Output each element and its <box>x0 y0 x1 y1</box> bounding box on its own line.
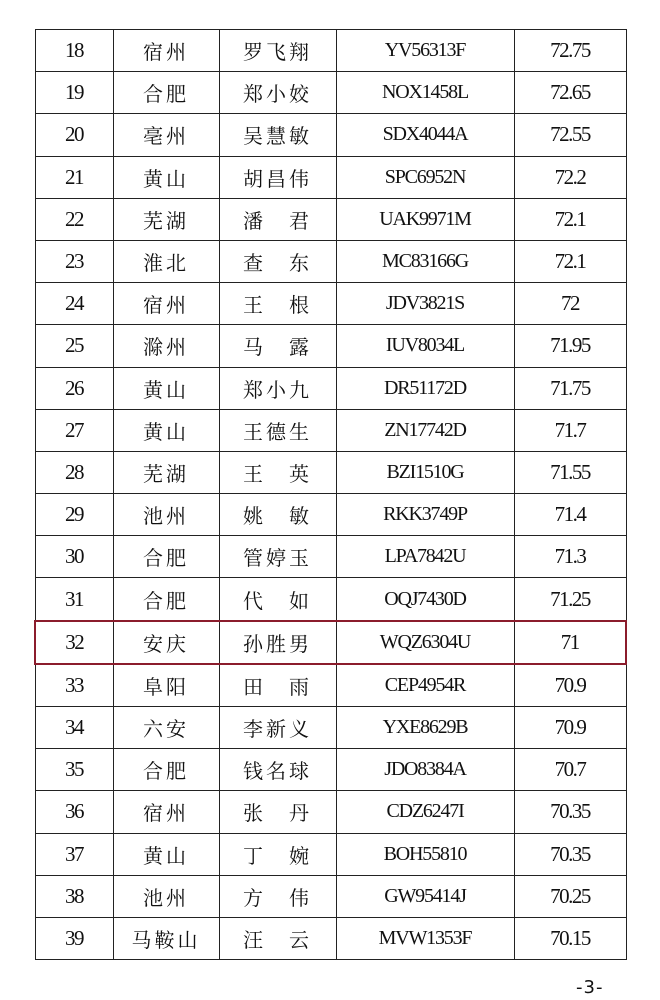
city-cell: 黄山 <box>113 409 219 451</box>
rank-cell: 38 <box>35 875 113 917</box>
table-row <box>35 451 626 493</box>
city-cell: 淮北 <box>113 240 219 282</box>
city-cell: 宿州 <box>113 30 219 72</box>
table-row <box>35 156 626 198</box>
table-row <box>35 30 626 72</box>
city-cell: 宿州 <box>113 283 219 325</box>
rank-cell: 33 <box>35 664 113 707</box>
name-cell: 郑小姣 <box>219 72 336 114</box>
rank-cell: 39 <box>35 917 113 959</box>
results-table <box>34 29 627 960</box>
table-row <box>35 749 626 791</box>
table-row <box>35 72 626 114</box>
rank-cell: 36 <box>35 791 113 833</box>
score-cell: 72.65 <box>514 72 626 114</box>
code-cell: YV56313F <box>336 30 514 72</box>
score-cell: 70.25 <box>514 875 626 917</box>
rank-cell: 28 <box>35 451 113 493</box>
score-cell: 70.15 <box>514 917 626 959</box>
score-cell: 70.9 <box>514 707 626 749</box>
city-cell: 池州 <box>113 494 219 536</box>
score-cell: 71.4 <box>514 494 626 536</box>
rank-cell: 23 <box>35 240 113 282</box>
score-cell: 70.9 <box>514 664 626 707</box>
rank-cell: 29 <box>35 494 113 536</box>
rank-cell: 20 <box>35 114 113 156</box>
name-cell: 王德生 <box>219 409 336 451</box>
score-cell: 70.35 <box>514 791 626 833</box>
rank-cell: 24 <box>35 283 113 325</box>
table-row <box>35 114 626 156</box>
score-cell: 71.3 <box>514 536 626 578</box>
table-row <box>35 707 626 749</box>
score-cell: 71.25 <box>514 578 626 621</box>
code-cell: RKK3749P <box>336 494 514 536</box>
name-cell: 丁 婉 <box>219 833 336 875</box>
city-cell: 合肥 <box>113 536 219 578</box>
score-cell: 70.7 <box>514 749 626 791</box>
table-row <box>35 664 626 707</box>
score-cell: 72.1 <box>514 198 626 240</box>
city-cell: 阜阳 <box>113 664 219 707</box>
name-cell: 郑小九 <box>219 367 336 409</box>
rank-cell: 18 <box>35 30 113 72</box>
table-row <box>35 409 626 451</box>
code-cell: SPC6952N <box>336 156 514 198</box>
code-cell: UAK9971M <box>336 198 514 240</box>
name-cell: 汪 云 <box>219 917 336 959</box>
city-cell: 马鞍山 <box>113 917 219 959</box>
code-cell: NOX1458L <box>336 72 514 114</box>
name-cell: 胡昌伟 <box>219 156 336 198</box>
city-cell: 宿州 <box>113 791 219 833</box>
score-cell: 72.2 <box>514 156 626 198</box>
name-cell: 孙胜男 <box>219 621 336 664</box>
table-row <box>35 833 626 875</box>
code-cell: MVW1353F <box>336 917 514 959</box>
table-row <box>35 240 626 282</box>
code-cell: IUV8034L <box>336 325 514 367</box>
code-cell: GW95414J <box>336 875 514 917</box>
rank-cell: 27 <box>35 409 113 451</box>
code-cell: DR51172D <box>336 367 514 409</box>
table-row <box>35 875 626 917</box>
name-cell: 罗飞翔 <box>219 30 336 72</box>
score-cell: 72.55 <box>514 114 626 156</box>
page-number: -3- <box>576 977 604 998</box>
city-cell: 滁州 <box>113 325 219 367</box>
rank-cell: 21 <box>35 156 113 198</box>
table-row-highlighted <box>35 621 626 664</box>
results-table-body <box>35 30 626 960</box>
rank-cell: 32 <box>35 621 113 664</box>
rank-cell: 31 <box>35 578 113 621</box>
code-cell: LPA7842U <box>336 536 514 578</box>
name-cell: 方 伟 <box>219 875 336 917</box>
code-cell: ZN17742D <box>336 409 514 451</box>
code-cell: OQJ7430D <box>336 578 514 621</box>
rank-cell: 30 <box>35 536 113 578</box>
code-cell: CDZ6247I <box>336 791 514 833</box>
city-cell: 合肥 <box>113 749 219 791</box>
table-row <box>35 283 626 325</box>
city-cell: 安庆 <box>113 621 219 664</box>
name-cell: 潘 君 <box>219 198 336 240</box>
rank-cell: 22 <box>35 198 113 240</box>
city-cell: 芜湖 <box>113 198 219 240</box>
table-row <box>35 494 626 536</box>
table-row <box>35 536 626 578</box>
code-cell: SDX4044A <box>336 114 514 156</box>
city-cell: 黄山 <box>113 156 219 198</box>
name-cell: 姚 敏 <box>219 494 336 536</box>
table-row <box>35 791 626 833</box>
table-row <box>35 578 626 621</box>
score-cell: 71.55 <box>514 451 626 493</box>
score-cell: 70.35 <box>514 833 626 875</box>
city-cell: 芜湖 <box>113 451 219 493</box>
name-cell: 李新义 <box>219 707 336 749</box>
name-cell: 王 根 <box>219 283 336 325</box>
city-cell: 合肥 <box>113 578 219 621</box>
table-row <box>35 198 626 240</box>
table-row <box>35 325 626 367</box>
score-cell: 72 <box>514 283 626 325</box>
code-cell: JDV3821S <box>336 283 514 325</box>
code-cell: CEP4954R <box>336 664 514 707</box>
code-cell: MC83166G <box>336 240 514 282</box>
rank-cell: 26 <box>35 367 113 409</box>
name-cell: 田 雨 <box>219 664 336 707</box>
city-cell: 池州 <box>113 875 219 917</box>
name-cell: 管婷玉 <box>219 536 336 578</box>
name-cell: 张 丹 <box>219 791 336 833</box>
city-cell: 黄山 <box>113 367 219 409</box>
code-cell: JDO8384A <box>336 749 514 791</box>
score-cell: 71.75 <box>514 367 626 409</box>
name-cell: 吴慧敏 <box>219 114 336 156</box>
table-row <box>35 367 626 409</box>
table-row <box>35 917 626 959</box>
name-cell: 查 东 <box>219 240 336 282</box>
name-cell: 代 如 <box>219 578 336 621</box>
rank-cell: 25 <box>35 325 113 367</box>
name-cell: 钱名球 <box>219 749 336 791</box>
code-cell: YXE8629B <box>336 707 514 749</box>
code-cell: WQZ6304U <box>336 621 514 664</box>
code-cell: BOH55810 <box>336 833 514 875</box>
score-cell: 71.7 <box>514 409 626 451</box>
city-cell: 六安 <box>113 707 219 749</box>
score-cell: 72.1 <box>514 240 626 282</box>
code-cell: BZI1510G <box>336 451 514 493</box>
rank-cell: 34 <box>35 707 113 749</box>
name-cell: 王 英 <box>219 451 336 493</box>
city-cell: 黄山 <box>113 833 219 875</box>
rank-cell: 37 <box>35 833 113 875</box>
score-cell: 71 <box>514 621 626 664</box>
city-cell: 亳州 <box>113 114 219 156</box>
rank-cell: 35 <box>35 749 113 791</box>
score-cell: 71.95 <box>514 325 626 367</box>
score-cell: 72.75 <box>514 30 626 72</box>
name-cell: 马 露 <box>219 325 336 367</box>
rank-cell: 19 <box>35 72 113 114</box>
city-cell: 合肥 <box>113 72 219 114</box>
